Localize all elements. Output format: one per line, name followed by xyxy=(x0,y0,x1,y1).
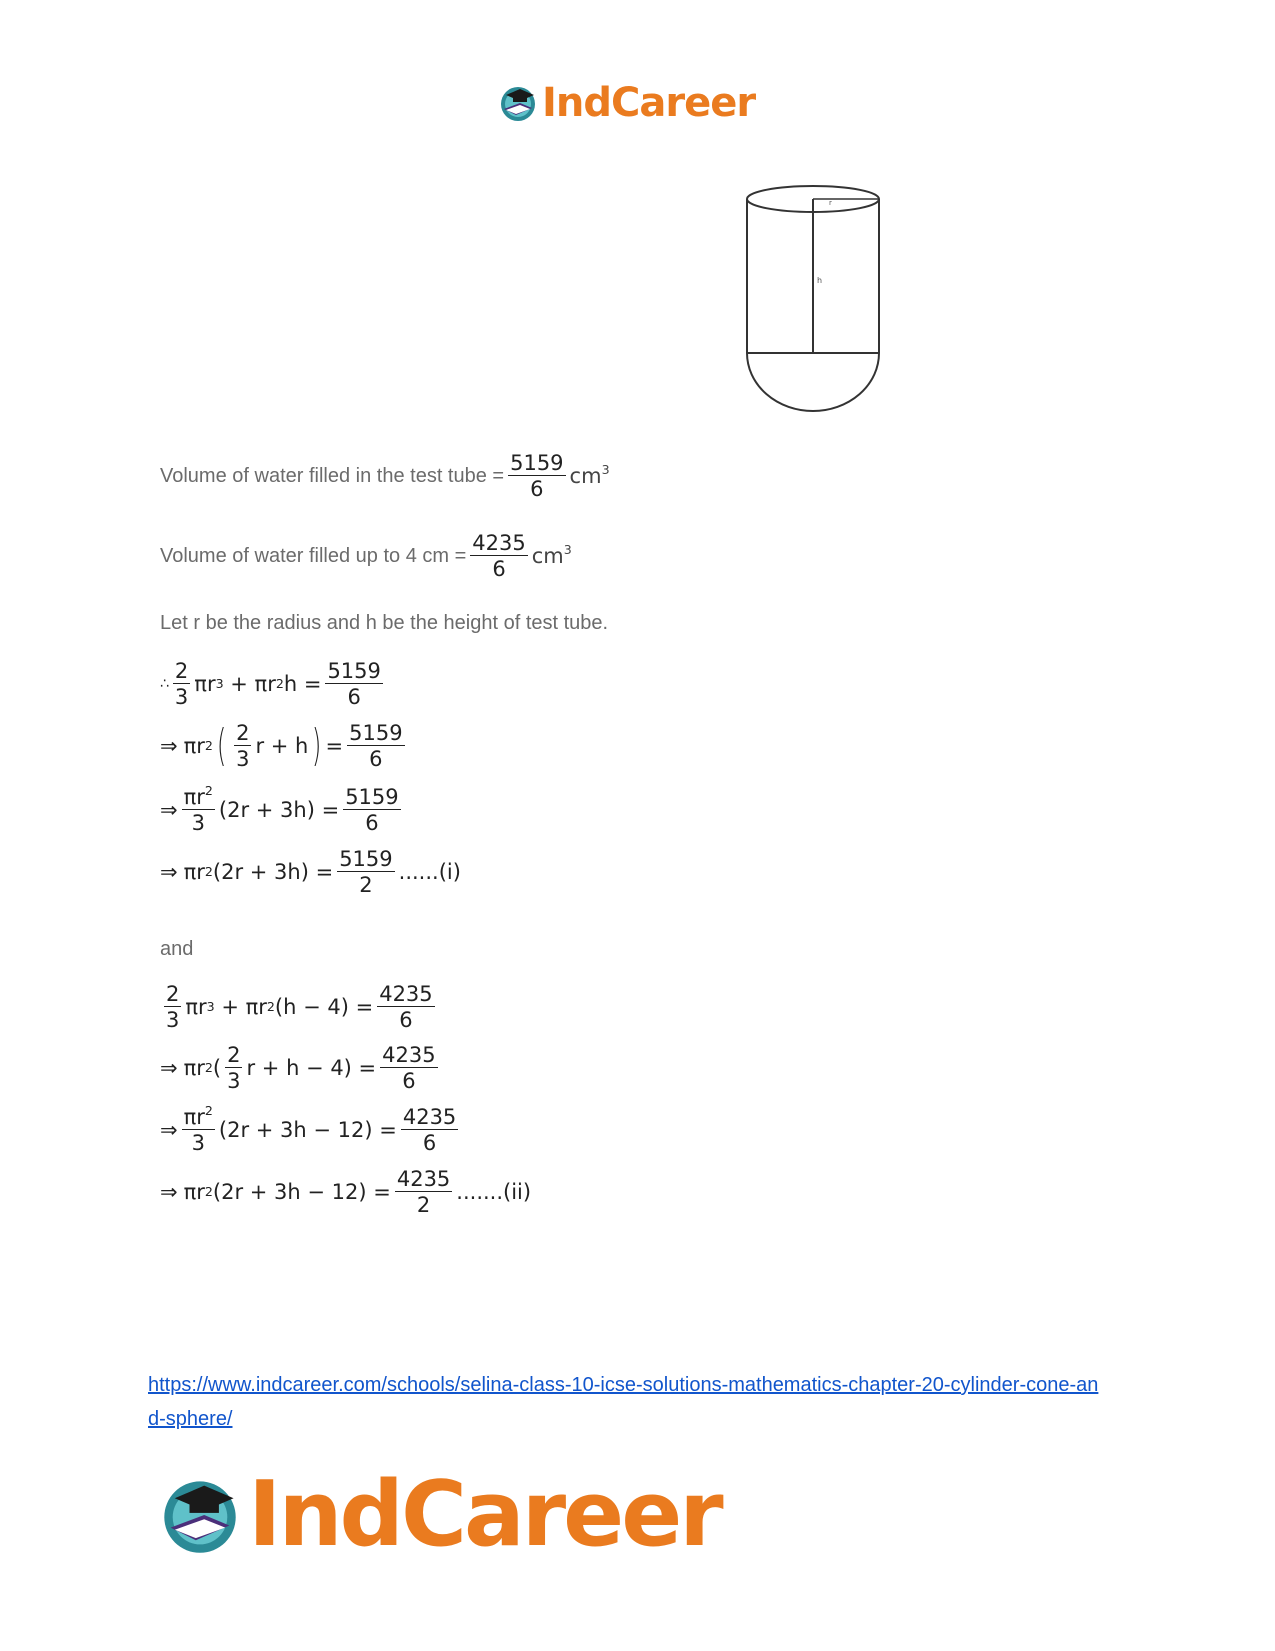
footer-logo xyxy=(158,1462,721,1567)
assumption-text: Let r be the radius and h be the height of test tube. xyxy=(160,612,609,634)
and-text: and xyxy=(160,938,194,960)
volume-line-2 xyxy=(160,532,572,580)
equation-7: ⇒ $\frac{\pi r^2}{3}$ (2r + 3h − 12) = $\frac{4235}{6}$ xyxy=(160,1103,457,1156)
fraction: $\frac{2}{3}$ xyxy=(227,1043,241,1094)
unit: $cm^3$ xyxy=(569,462,610,489)
fraction: $\frac{4235}{2}$ xyxy=(396,1167,451,1218)
fraction: $\frac{\pi r^2}{3}$ xyxy=(183,783,213,836)
unit: $cm^3$ xyxy=(531,542,572,569)
radius-label: r xyxy=(829,199,832,207)
fraction: $\frac{5159}{6}$ xyxy=(327,659,381,710)
logo-wordmark: IndCareer xyxy=(542,80,756,126)
graduation-globe-icon xyxy=(498,83,538,123)
equation-8: ⇒ πr 2 (2r + 3h − 12) = $\frac{4235}{2}$ .......(ii) xyxy=(160,1167,532,1218)
fraction: $\frac{5159}{2}$ xyxy=(339,847,393,898)
volume-text-1: Volume of water filled in the test tube = xyxy=(160,464,505,487)
equation-4: ⇒ πr 2 (2r + 3h) = $\frac{5159}{2}$ ......(i) xyxy=(160,847,461,898)
fraction: $\frac{4235}{6}$ xyxy=(382,1043,436,1094)
header-logo xyxy=(498,80,755,126)
equation-3: ⇒ $\frac{\pi r^2}{3}$ (2r + 3h) = $\frac{5159}{6}$ xyxy=(160,783,399,836)
volume-text-2: Volume of water filled up to 4 cm = xyxy=(160,544,467,567)
fraction: $\frac{2}{3}$ xyxy=(236,721,250,772)
height-label: h xyxy=(817,276,823,285)
fraction: $\frac{4235}{6}$ xyxy=(379,982,433,1033)
equation-5: $\frac{2}{3}$ πr 3 + πr 2 (h − 4) = $\frac{4235}{6}$ xyxy=(166,982,433,1033)
equation-1: ∴ $\frac{2}{3}$ πr 3 + πr 2 h = $\frac{5159}{6}$ xyxy=(160,659,381,710)
volume-line-1 xyxy=(160,452,610,500)
equation-2: ⇒ πr 2 ( $\frac{2}{3}$ r + h ) = $\frac{5159}{6}$ xyxy=(160,720,403,772)
fraction: $\frac{5159}{6}$ xyxy=(349,721,403,772)
equation-6: ⇒ πr 2 ( $\frac{2}{3}$ r + h − 4) = $\frac{4235}{6}$ xyxy=(160,1043,436,1094)
test-tube-diagram xyxy=(745,183,885,413)
fraction: $\frac{5159}{6}$ xyxy=(510,451,564,502)
fraction: $\frac{\pi r^2}{3}$ xyxy=(183,1103,213,1156)
logo-wordmark: IndCareer xyxy=(248,1462,721,1567)
fraction: $\frac{4235}{6}$ xyxy=(402,1105,457,1156)
fraction: $\frac{2}{3}$ xyxy=(174,659,189,710)
fraction: $\frac{2}{3}$ xyxy=(166,982,180,1033)
fraction: $\frac{5159}{6}$ xyxy=(345,785,399,836)
fraction: $\frac{4235}{6}$ xyxy=(472,531,526,582)
source-link[interactable]: https://www.indcareer.com/schools/selina-class-10-icse-solutions-mathematics-chapter-20-cylinder-cone-and-sphere/ xyxy=(148,1374,1099,1430)
graduation-globe-icon xyxy=(158,1473,242,1557)
